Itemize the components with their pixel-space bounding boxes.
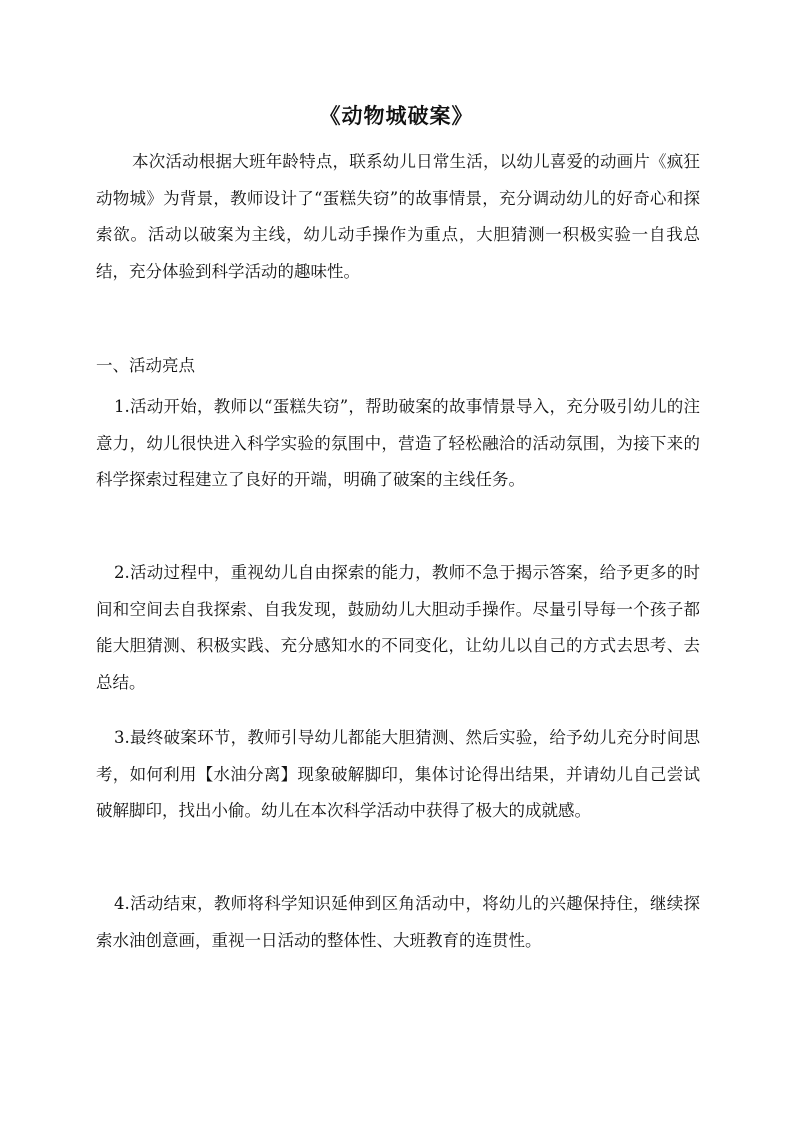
document-title: 《动物城破案》 — [319, 103, 474, 128]
section-heading: 一、活动亮点 — [96, 356, 195, 375]
intro-paragraph: 本次活动根据大班年龄特点，联系幼儿日常生活，以幼儿喜爱的动画片《疯狂动物城》为背景，教师设计了“蛋糕失窃”的故事情景，充分调动幼儿的好奇心和探索欲。活动以破案为主线，幼儿动手操作为重点，大胆猜测一积极实验一自我总结，充分体验到科学活动的趣味性。 — [96, 152, 700, 281]
highlight-item-3: 3.最终破案环节，教师引导幼儿都能大胆猜测、然后实验，给予幼儿充分时间思考，如何利用【水油分离】现象破解脚印，集体讨论得出结果，并请幼儿自己尝试破解脚印，找出小偷。幼儿在本次科学活动中获得了极大的成就感。 — [96, 728, 700, 821]
highlight-item-4: 4.活动结束，教师将科学知识延伸到区角活动中，将幼儿的兴趣保持住，继续探索水油创意画，重视一日活动的整体性、大班教育的连贯性。 — [96, 894, 700, 950]
highlight-item-1: 1.活动开始，教师以“蛋糕失窃”，帮助破案的故事情景导入，充分吸引幼儿的注意力，幼儿很快进入科学实验的氛围中，营造了轻松融洽的活动氛围，为接下来的科学探索过程建立了良好的开端，明确了破案的主线任务。 — [96, 397, 700, 490]
highlight-item-2: 2.活动过程中，重视幼儿自由探索的能力，教师不急于揭示答案，给予更多的时间和空间去自我探索、自我发现，鼓励幼儿大胆动手操作。尽量引导每一个孩子都能大胆猜测、积极实践、充分感知水的不同变化，让幼儿以自己的方式去思考、去总结。 — [96, 563, 700, 692]
